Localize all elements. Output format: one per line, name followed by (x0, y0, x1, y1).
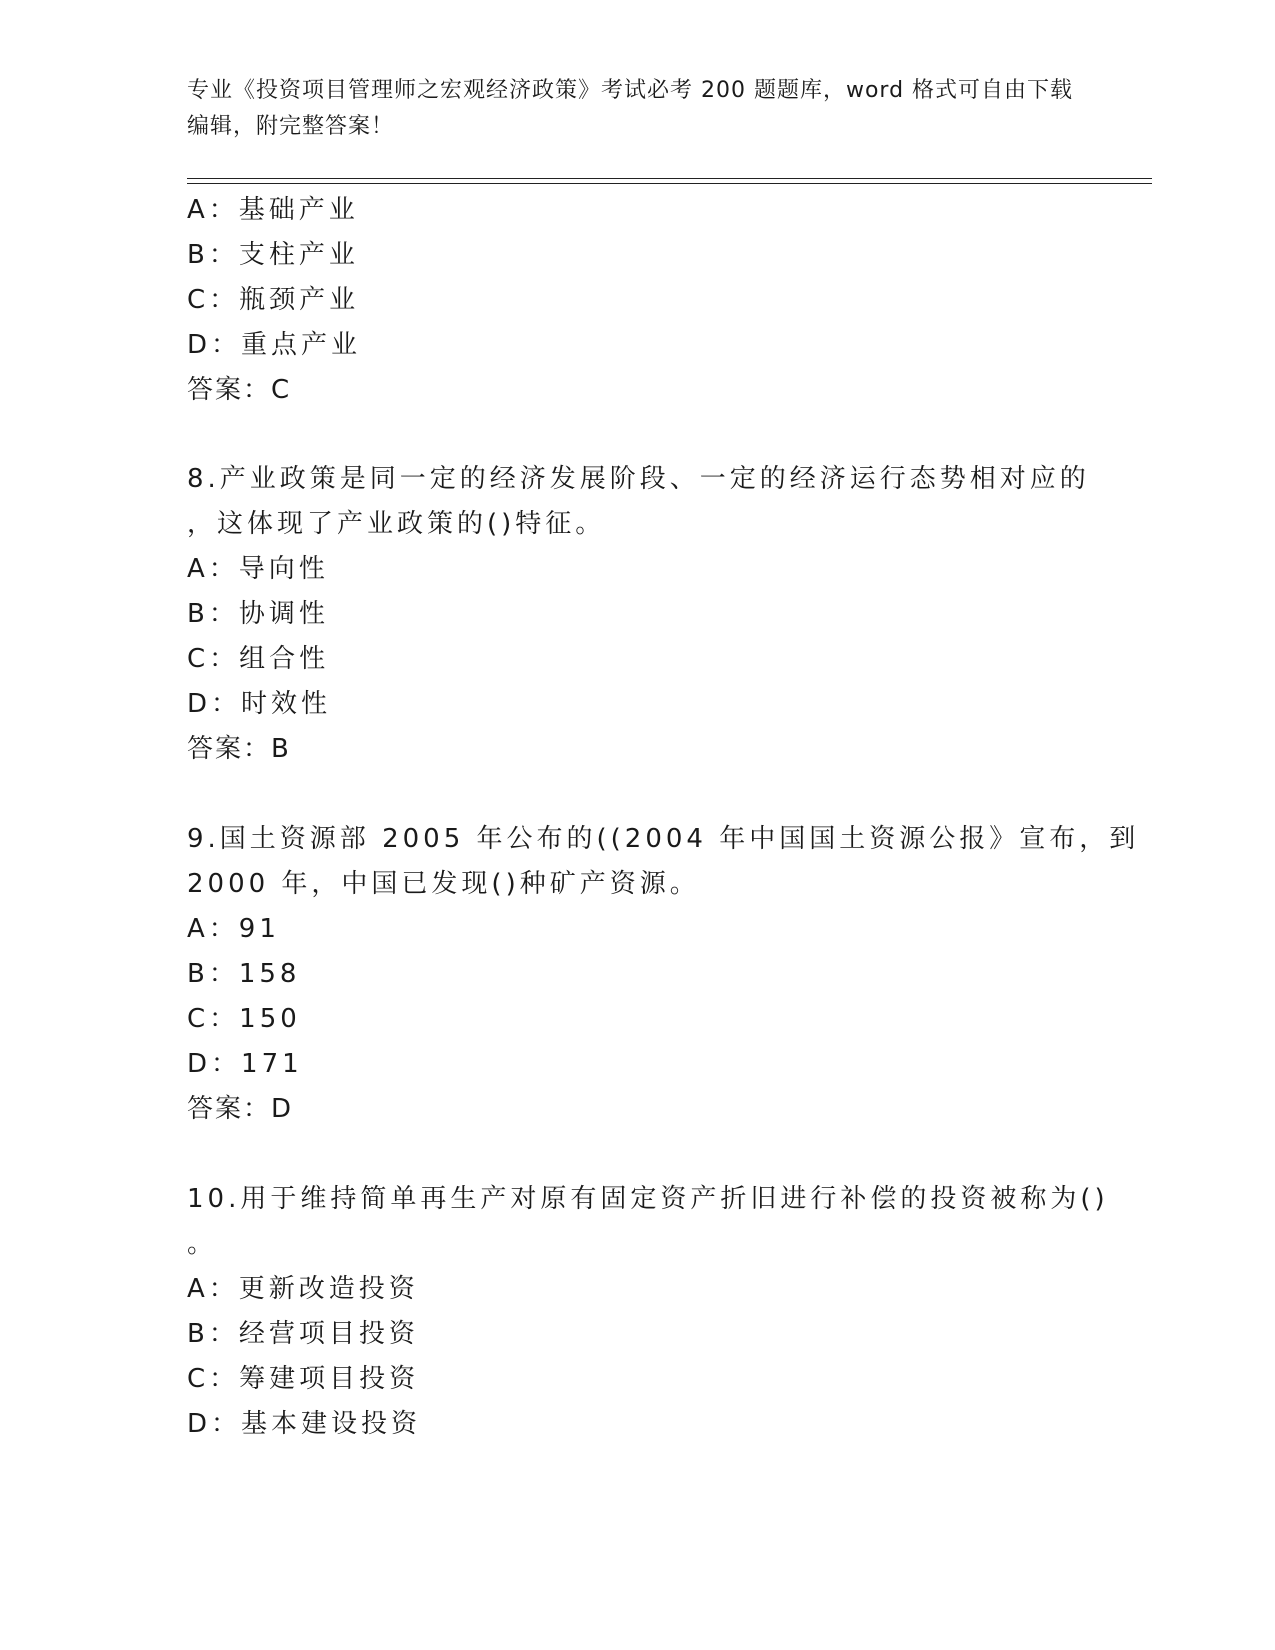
q7-answer: 答案：C (187, 375, 292, 405)
q9-option-d: D：171 (187, 1049, 303, 1079)
q10-option-c: C：筹建项目投资 (187, 1364, 420, 1394)
q8-stem-line1: 8.产业政策是同一定的经济发展阶段、一定的经济运行态势相对应的 (187, 464, 1090, 494)
q8-stem-line2: ，这体现了产业政策的()特征。 (187, 509, 606, 539)
q8-option-c: C：组合性 (187, 644, 330, 674)
q9-option-b: B：158 (187, 959, 301, 989)
q7-option-a: A：基础产业 (187, 195, 359, 225)
q8-option-d: D：时效性 (187, 689, 332, 719)
q8-answer: 答案：B (187, 734, 291, 764)
header-rule-top (187, 178, 1152, 179)
q10-option-b: B：经营项目投资 (187, 1319, 419, 1349)
q8-option-b: B：协调性 (187, 599, 329, 629)
q7-option-b: B：支柱产业 (187, 240, 359, 270)
q9-stem-line1: 9.国土资源部 2005 年公布的((2004 年中国国土资源公报》宣布，到 (187, 824, 1140, 854)
q9-stem-line2: 2000 年，中国已发现()种矿产资源。 (187, 869, 700, 899)
document-header: 专业《投资项目管理师之宏观经济政策》考试必考 200 题题库，word 格式可自由下载编辑，附完整答案！ (187, 78, 1074, 139)
q9-option-a: A：91 (187, 914, 280, 944)
q9-option-c: C：150 (187, 1004, 301, 1034)
q10-stem-line2: 。 (187, 1229, 218, 1259)
q7-option-d: D：重点产业 (187, 330, 362, 360)
header-rule-bottom (187, 183, 1152, 184)
q10-stem-line1: 10.用于维持简单再生产对原有固定资产折旧进行补偿的投资被称为() (187, 1184, 1109, 1214)
q9-answer: 答案：D (187, 1094, 294, 1124)
q7-option-c: C：瓶颈产业 (187, 285, 360, 315)
q8-option-a: A：导向性 (187, 554, 329, 584)
q10-option-a: A：更新改造投资 (187, 1274, 419, 1304)
q10-option-d: D：基本建设投资 (187, 1409, 422, 1439)
